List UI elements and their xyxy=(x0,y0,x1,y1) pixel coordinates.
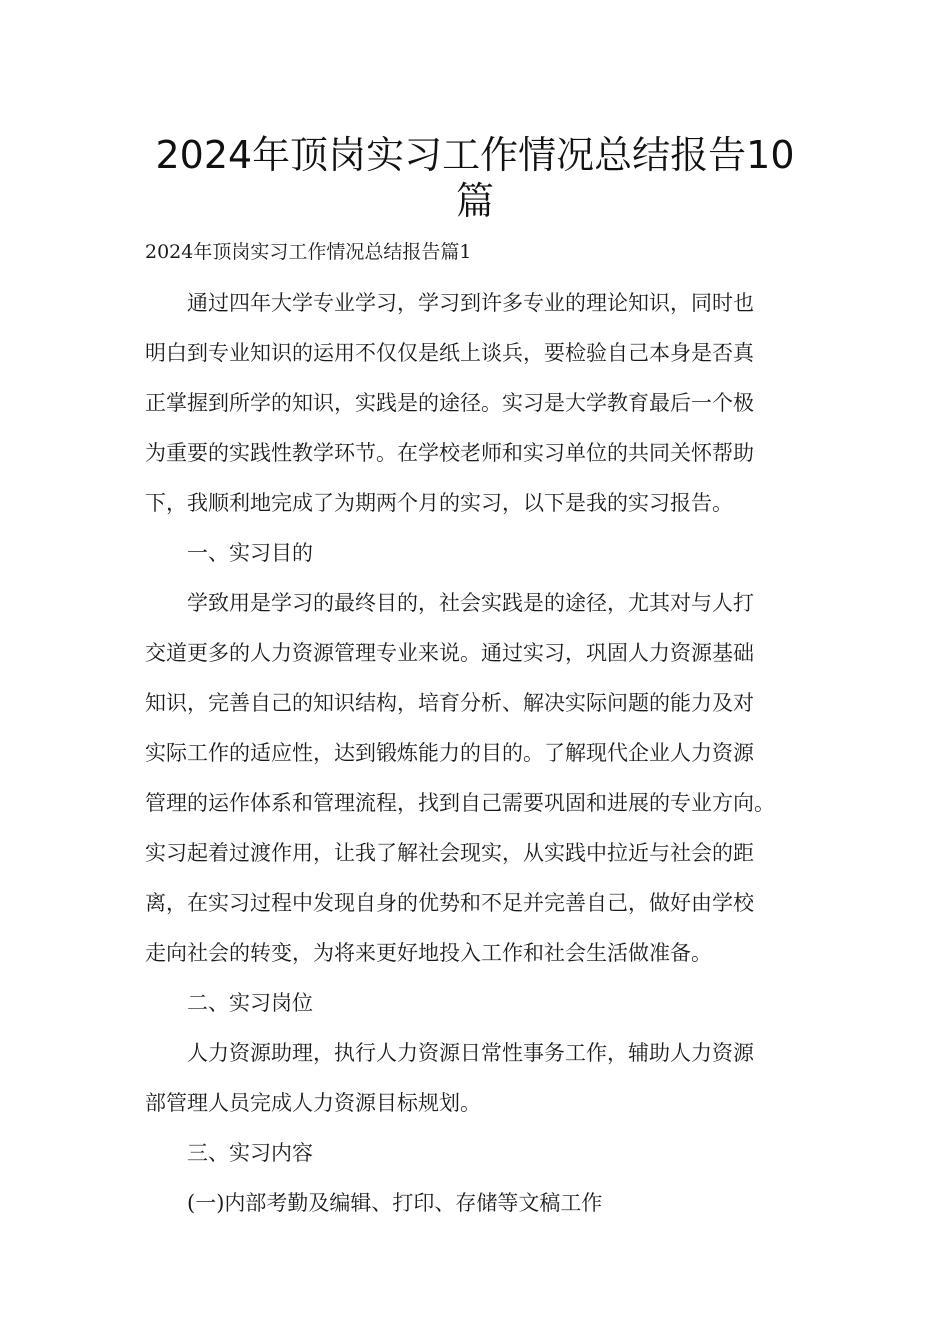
paragraph-line: 学致用是学习的最终目的，社会实践是的途径，尤其对与人打 xyxy=(145,591,754,615)
paragraph-line: 为重要的实践性教学环节。在学校老师和实习单位的共同关怀帮助 xyxy=(145,441,754,465)
paragraph-line: 实际工作的适应性，达到锻炼能力的目的。了解现代企业人力资源 xyxy=(145,741,754,765)
paragraph-line: 离，在实习过程中发现自身的优势和不足并完善自己，做好由学校 xyxy=(145,891,754,915)
paragraph-line: 人力资源助理，执行人力资源日常性事务工作，辅助人力资源 xyxy=(145,1041,754,1065)
section-heading: 一、实习目的 xyxy=(145,541,313,565)
section-subtitle: 2024年顶岗实习工作情况总结报告篇1 xyxy=(145,241,472,263)
paragraph-line: 走向社会的转变，为将来更好地投入工作和社会生活做准备。 xyxy=(145,941,712,965)
section-heading: 三、实习内容 xyxy=(145,1141,313,1165)
document-title-line-1: 2024年顶岗实习工作情况总结报告10 xyxy=(155,133,795,177)
paragraph-line: 下，我顺利地完成了为期两个月的实习，以下是我的实习报告。 xyxy=(145,491,733,515)
paragraph-line: 通过四年大学专业学习，学习到许多专业的理论知识，同时也 xyxy=(145,291,754,315)
paragraph-line: 部管理人员完成人力资源目标规划。 xyxy=(145,1091,481,1115)
paragraph-line: 正掌握到所学的知识，实践是的途径。实习是大学教育最后一个极 xyxy=(145,391,754,415)
section-heading: 二、实习岗位 xyxy=(145,991,313,1015)
paragraph-line: 管理的运作体系和管理流程，找到自己需要巩固和进展的专业方向。 xyxy=(145,791,775,815)
document-title-line-2: 篇 xyxy=(455,179,494,223)
paragraph-line: 实习起着过渡作用，让我了解社会现实，从实践中拉近与社会的距 xyxy=(145,841,754,865)
paragraph-line: 知识，完善自己的知识结构，培育分析、解决实际问题的能力及对 xyxy=(145,691,754,715)
paragraph-line: 交道更多的人力资源管理专业来说。通过实习，巩固人力资源基础 xyxy=(145,641,754,665)
paragraph-line: 明白到专业知识的运用不仅仅是纸上谈兵，要检验自己本身是否真 xyxy=(145,341,754,365)
subsection-heading: (一)内部考勤及编辑、打印、存储等文稿工作 xyxy=(145,1191,603,1215)
